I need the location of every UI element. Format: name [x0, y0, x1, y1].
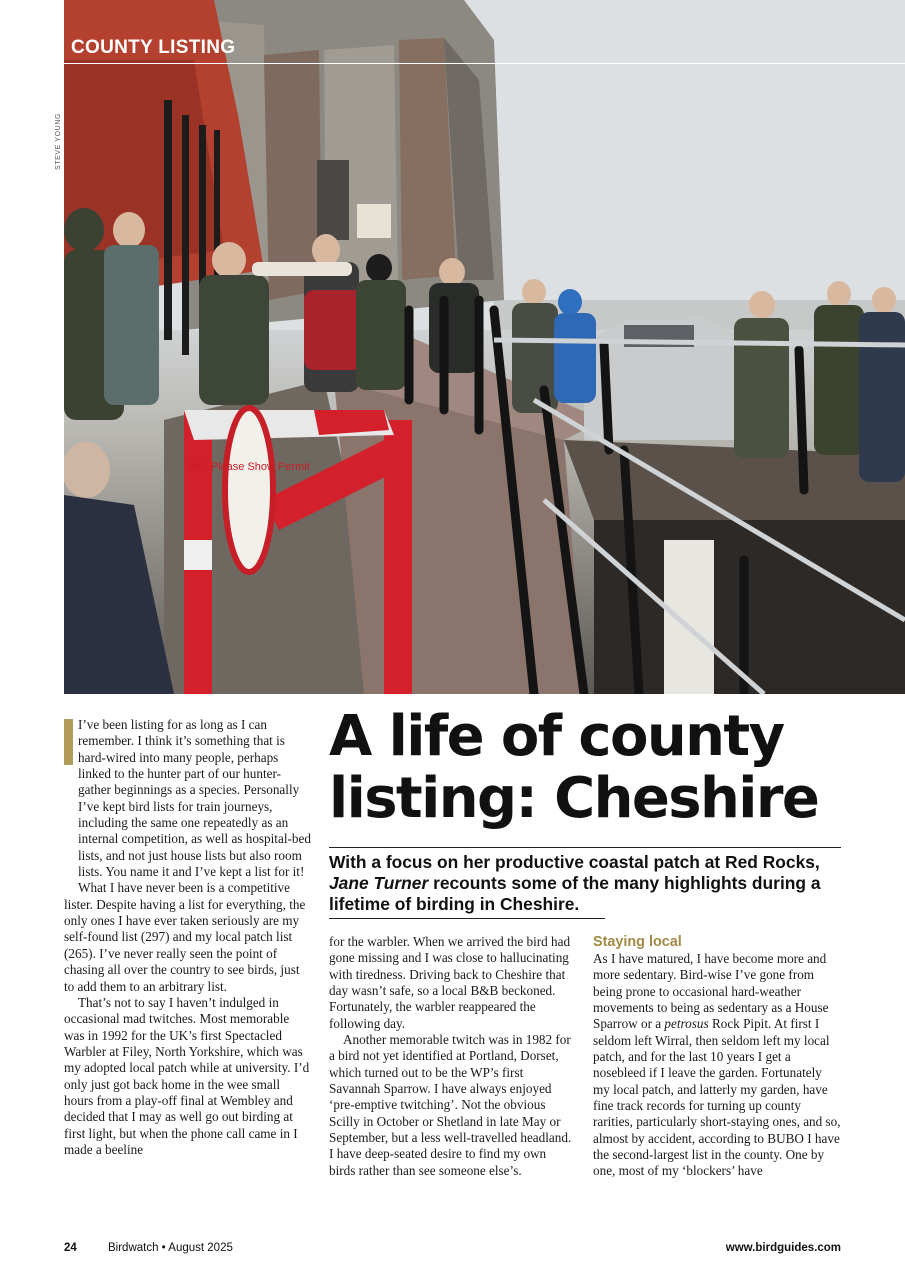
author-name: Jane Turner — [329, 873, 429, 893]
body-paragraph: I’ve been listing for as long as I can remember. I think it’s something that is hard-wired into many people, perhaps linked to the hunter part of our hunter-gather beginnings as a species. Personally I’ve kept bird lists for train journeys, including the same one repeatedly as an internal competition, as well as hospital-bed lists, and not just house lists but also room lists. You name it and I’ve kept a list for it! — [78, 717, 311, 880]
body-paragraph — [593, 951, 841, 1180]
standfirst-tail: recounts some of the many highlights during a lifetime of birding in Cheshire. — [329, 873, 821, 914]
drop-cap-paragraph — [64, 717, 312, 880]
page-number: 24 — [64, 1242, 77, 1254]
body-column-2 — [329, 934, 575, 1179]
section-label: COUNTY LISTING — [71, 37, 236, 58]
standfirst-rule — [329, 918, 605, 919]
cover-photo — [64, 0, 905, 694]
magazine-issue: Birdwatch • August 2025 — [108, 1242, 233, 1254]
article-headline: A life of county listing: Cheshire — [329, 704, 819, 831]
body-column-1 — [64, 717, 312, 1158]
body-column-3 — [593, 934, 841, 1180]
photo-credit: STEVE YOUNG — [55, 112, 62, 170]
standfirst-lead: With a focus on her productive coastal patch at Red Rocks, — [329, 852, 820, 872]
body-paragraph: That’s not to say I haven’t indulged in occasional mad twitches. Most memorable was in 1992 for the UK’s first Spectacled Warbler at Filey, North Yorkshire, which was my adopted local patch while at university. I’d only just got back home in the wee small hours from a play-off final at Wembley and decided that I may as well go out birding at first light, but when the phone call came in I made a beeline — [64, 994, 310, 1157]
drop-cap-bar — [64, 719, 73, 765]
sign-text: Bird Please Show Permit — [188, 461, 310, 473]
website-url[interactable]: www.birdguides.com — [725, 1242, 841, 1254]
italic-term: petrosus — [664, 1016, 709, 1032]
body-text: As I have matured, I have become more and more sedentary. Bird-wise I’ve gone from being prone to occasional hard-weather movements to being as sedentary as a House Sparrow or a — [593, 951, 829, 1032]
body-text: Rock Pipit. At first I seldom left Wirral, then seldom left my local patch, and for the last 10 years I get a nosebleed if I leave the garden. Fortunately my local patch, and latterly my garden, have fine track records for turning up county rarities, particularly short-staying ones, and so, almost by accident, according to BUBO I have the second-largest list in the county. One by one, most of my ‘blockers’ have — [593, 1016, 841, 1179]
body-paragraph: What I have never been is a competitive lister. Despite having a list for everything, the only ones I have ever taken seriously are my self-found list (297) and my local patch list (265). I’ve never really seen the point of chasing all over the country to see birds, just to add them to an arbitrary list. — [64, 880, 306, 994]
body-paragraph: for the warbler. When we arrived the bird had gone missing and I was close to hallucinating with tiredness. Driving back to Cheshire that day wasn’t safe, so a local B&B beckoned. Fortunately, the warbler reappeared the following day. — [329, 934, 571, 1031]
subheading: Staying local — [593, 934, 682, 950]
standfirst — [329, 847, 841, 915]
body-paragraph: Another memorable twitch was in 1982 for a bird not yet identified at Portland, Dorset, which turned out to be the WP’s first Savannah Sparrow. I have always enjoyed ‘pre-emptive twitching’. Not the obvious Scilly in October or Shetland in late May or September, but a less well-travelled headland. I have deep-seated desire to find my own birds rather than see someone else’s. — [329, 1032, 572, 1178]
